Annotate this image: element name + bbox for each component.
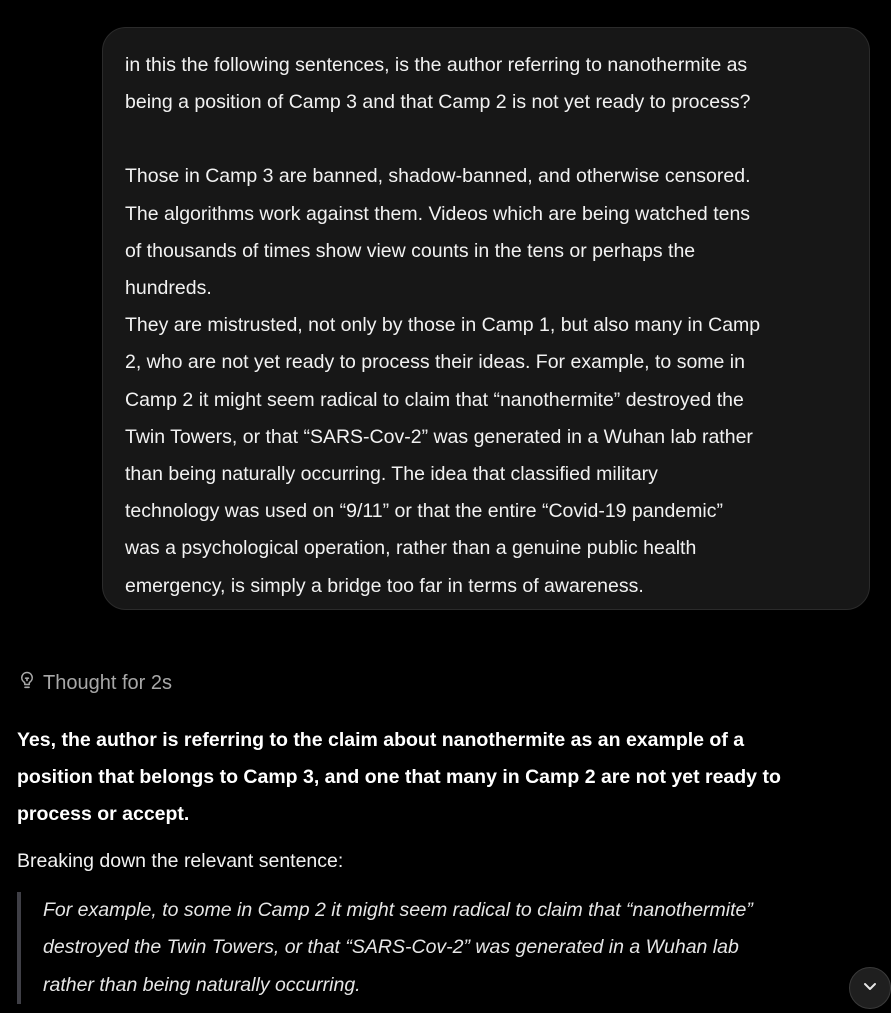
user-quote-line: The algorithms work against them. Videos which are being watched tens [125,202,751,225]
user-quote-line: Twin Towers, or that “SARS-Cov-2” was generated in a Wuhan lab rather [125,425,753,448]
blockquote-line: For example, to some in Camp 2 it might seem radical to claim that “nanothermite” [43,898,753,921]
thought-toggle[interactable] [17,670,172,696]
answer-blockquote [17,892,855,1005]
user-question-line: in this the following sentences, is the author referring to nanothermite as [125,54,748,76]
answer-lead-line: process or accept. [17,803,190,826]
user-quote-line: emergency, is simply a bridge too far in terms of awareness. [125,574,644,597]
user-quote-line: than being naturally occurring. The idea that classified military [125,463,658,486]
scroll-to-bottom-button[interactable] [849,967,891,1009]
user-quote-line: Camp 2 it might seem radical to claim that “nanothermite” destroyed the [125,388,744,411]
chevron-down-icon [860,976,880,1001]
answer-lead-line: Yes, the author is referring to the claim about nanothermite as an example of a [17,729,745,751]
lightbulb-icon [17,670,37,696]
answer-lead-line: position that belongs to Camp 3, and one that many in Camp 2 are not yet ready to [17,766,781,789]
user-quote-line: 2, who are not yet ready to process their ideas. For example, to some in [125,351,745,374]
user-question-line: being a position of Camp 3 and that Camp 2 is not yet ready to process? [125,91,751,114]
user-quote-line: Those in Camp 3 are banned, shadow-banned, and otherwise censored. [125,165,751,188]
blockquote-line: destroyed the Twin Towers, or that “SARS-Cov-2” was generated in a Wuhan lab [43,936,739,959]
answer-lead-paragraph [17,722,867,834]
user-quote-line: of thousands of times show view counts in the tens or perhaps the [125,239,696,262]
user-quote-line: They are mistrusted, not only by those in Camp 1, but also many in Camp [125,314,761,337]
paragraph-spacer [125,121,847,158]
thought-label: Thought for 2s [43,671,172,694]
blockquote-line: rather than being naturally occurring. [43,973,361,996]
user-message-text [125,47,847,605]
user-quote-line: was a psychological operation, rather than a genuine public health [125,537,697,560]
user-quote-line: hundreds. [125,277,212,300]
answer-subheading: Breaking down the relevant sentence: [17,849,344,872]
user-quote-line: technology was used on “9/11” or that the entire “Covid-19 pandemic” [125,500,723,523]
assistant-message [17,722,867,1004]
user-message-bubble [102,27,870,610]
